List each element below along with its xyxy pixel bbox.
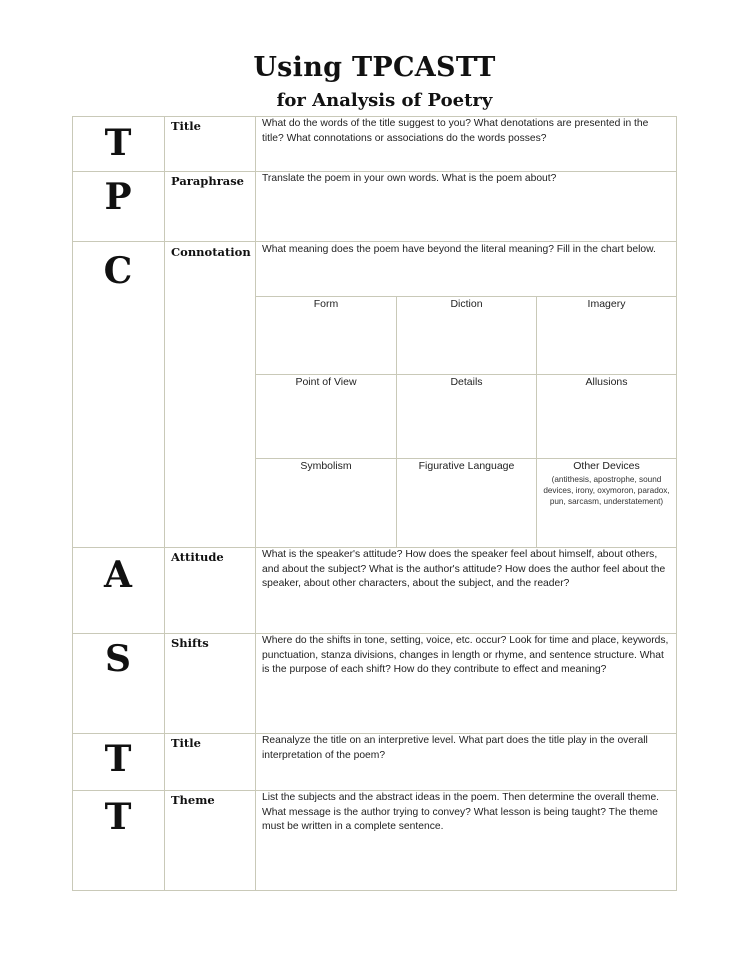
chart-cell-symbolism: Symbolism xyxy=(300,460,352,472)
row-label: Title xyxy=(171,119,201,133)
chart-grid-line xyxy=(396,296,397,547)
row-description: What do the words of the title suggest to you? What denotations are presented in the title? What connotations or associations do the words posses? xyxy=(262,118,649,144)
chart-cell-imagery: Imagery xyxy=(587,298,626,310)
row-description: Where do the shifts in tone, setting, voice, etc. occur? Look for time and place, keywords, punctuation, stanza divisions, changes in length or rhyme, and sentence structure. What is the purpose of each shift? How do they contribute to effect and meaning? xyxy=(262,635,669,675)
chart-cell-other-devices-note: (antithesis, apostrophe, sound devices, irony, oxymoron, paradox, pun, sarcasm, understatement) xyxy=(543,475,670,506)
table-column-divider xyxy=(164,116,165,891)
chart-cell-diction: Diction xyxy=(450,298,483,310)
row-letter: T xyxy=(104,796,132,838)
row-letter: P xyxy=(104,176,132,218)
row-description: List the subjects and the abstract ideas in the poem. Then determine the overall theme. What message is the author trying to convey? What lesson is being taught? The theme must be written in a complete sentence. xyxy=(262,792,660,832)
row-letter: T xyxy=(104,122,132,164)
row-label: Paraphrase xyxy=(171,174,245,188)
row-label: Shifts xyxy=(171,636,209,650)
row-letter: S xyxy=(105,638,131,680)
row-divider xyxy=(72,241,677,242)
row-description: What meaning does the poem have beyond the literal meaning? Fill in the chart below. xyxy=(262,244,656,255)
row-description: Reanalyze the title on an interpretive level. What part does the title play in the overall interpretation of the poem? xyxy=(262,735,648,761)
chart-grid-line xyxy=(536,296,537,547)
row-description: What is the speaker's attitude? How does the speaker feel about himself, about others, and about the subject? What is the author's attitude? How does the author feel about the speaker, about other characters, about the subject, and the reader? xyxy=(262,549,666,589)
chart-grid-line xyxy=(255,296,677,297)
table-column-divider xyxy=(255,116,256,891)
chart-cell-form: Form xyxy=(313,298,339,310)
chart-cell-other-devices: Other Devices xyxy=(573,460,640,472)
row-description: Translate the poem in your own words. What is the poem about? xyxy=(262,173,557,184)
row-label: Theme xyxy=(171,793,215,807)
row-label: Attitude xyxy=(171,550,224,564)
table-border-right xyxy=(676,116,677,891)
document-subtitle: for Analysis of Poetry xyxy=(276,90,493,111)
table-border-bottom xyxy=(72,890,677,891)
row-label: Connotation xyxy=(171,245,251,259)
row-letter: C xyxy=(103,250,133,292)
chart-cell-figurative-language: Figurative Language xyxy=(418,460,515,472)
row-label: Title xyxy=(171,736,201,750)
row-letter: T xyxy=(104,738,132,780)
chart-grid-line xyxy=(255,458,677,459)
chart-cell-point-of-view: Point of View xyxy=(295,376,357,388)
document-title: Using TPCASTT xyxy=(253,52,496,83)
row-letter: A xyxy=(104,554,132,596)
chart-grid-line xyxy=(255,374,677,375)
chart-cell-details: Details xyxy=(450,376,483,388)
chart-cell-allusions: Allusions xyxy=(585,376,628,388)
